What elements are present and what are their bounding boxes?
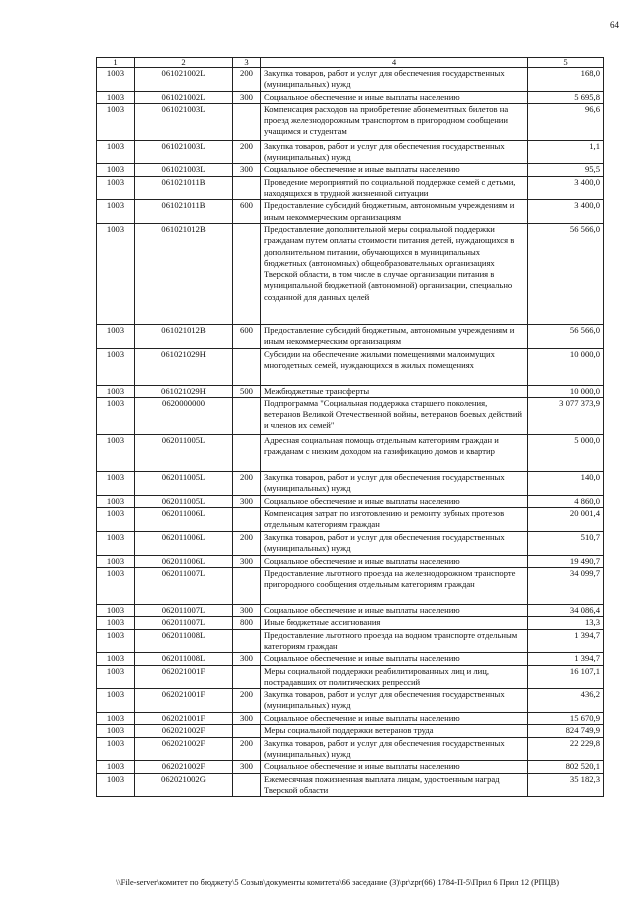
cell-c1: 1003 (97, 103, 135, 140)
cell-c1: 1003 (97, 737, 135, 761)
cell-c2: 061021029Н (135, 348, 233, 385)
cell-c5: 4 860,0 (528, 495, 604, 507)
cell-c5: 824 749,9 (528, 725, 604, 737)
table-row (97, 725, 604, 737)
budget-table (96, 57, 604, 797)
table-row (97, 103, 604, 140)
cell-c4: Социальное обеспечение и иные выплаты населению (261, 555, 528, 567)
cell-c1: 1003 (97, 605, 135, 617)
cell-c5: 3 400,0 (528, 176, 604, 200)
cell-c4: Адресная социальная помощь отдельным категориям граждан и гражданам с низким доходом на газификацию домов и квартир (261, 434, 528, 471)
cell-c3 (233, 568, 261, 605)
cell-c5: 3 077 373,9 (528, 397, 604, 434)
table-row (97, 713, 604, 725)
table-row (97, 140, 604, 164)
header-row (97, 58, 604, 68)
cell-c3: 200 (233, 68, 261, 92)
cell-c2: 062011008L (135, 653, 233, 665)
cell-c5: 96,6 (528, 103, 604, 140)
cell-c2: 062011005L (135, 495, 233, 507)
cell-c4: Субсидии на обеспечение жилыми помещениями малоимущих многодетных семей, нуждающихся в жилых помещениях (261, 348, 528, 385)
cell-c5: 1 394,7 (528, 653, 604, 665)
cell-c3 (233, 629, 261, 653)
cell-c1: 1003 (97, 555, 135, 567)
cell-c5: 3 400,0 (528, 200, 604, 224)
table-row (97, 568, 604, 605)
cell-c2: 062021001F (135, 689, 233, 713)
cell-c3: 300 (233, 91, 261, 103)
cell-c4: Закупка товаров, работ и услуг для обеспечения государственных (муниципальных) нужд (261, 689, 528, 713)
cell-c5: 95,5 (528, 164, 604, 176)
col-header-3: 3 (233, 58, 261, 68)
table-row (97, 665, 604, 689)
cell-c3 (233, 223, 261, 324)
cell-c3 (233, 508, 261, 532)
cell-c2: 062021002F (135, 725, 233, 737)
page-number: 64 (610, 20, 619, 30)
cell-c4: Ежемесячная пожизненная выплата лицам, удостоенным наград Тверской области (261, 773, 528, 797)
cell-c1: 1003 (97, 689, 135, 713)
cell-c4: Закупка товаров, работ и услуг для обеспечения государственных (муниципальных) нужд (261, 140, 528, 164)
cell-c2: 061021003L (135, 140, 233, 164)
cell-c1: 1003 (97, 713, 135, 725)
cell-c3: 300 (233, 555, 261, 567)
cell-c2: 062011006L (135, 555, 233, 567)
cell-c3 (233, 103, 261, 140)
cell-c2: 062011007L (135, 617, 233, 629)
cell-c2: 062021002F (135, 737, 233, 761)
cell-c3: 200 (233, 471, 261, 495)
cell-c3: 200 (233, 531, 261, 555)
cell-c1: 1003 (97, 761, 135, 773)
table-row (97, 91, 604, 103)
cell-c2: 062021001F (135, 713, 233, 725)
cell-c1: 1003 (97, 773, 135, 797)
cell-c2: 061021003L (135, 164, 233, 176)
file-path-footer: \\File-server\комитет по бюджету\5 Созыв\документы комитета\66 заседание (3)\pr\zpr(66) 1784-П-5\Прил 6 Прил 12 (РПЦВ) (116, 878, 560, 887)
cell-c5: 34 099,7 (528, 568, 604, 605)
cell-c2: 062011007L (135, 568, 233, 605)
cell-c3 (233, 176, 261, 200)
cell-c4: Социальное обеспечение и иные выплаты населению (261, 761, 528, 773)
cell-c3: 600 (233, 324, 261, 348)
cell-c1: 1003 (97, 397, 135, 434)
cell-c4: Социальное обеспечение и иные выплаты населению (261, 653, 528, 665)
cell-c4: Социальное обеспечение и иные выплаты населению (261, 495, 528, 507)
cell-c3 (233, 725, 261, 737)
cell-c2: 061021011В (135, 200, 233, 224)
cell-c5: 13,3 (528, 617, 604, 629)
cell-c4: Предоставление субсидий бюджетным, автономным учреждениям и иным некоммерческим организациям (261, 200, 528, 224)
table-row (97, 434, 604, 471)
table-row (97, 324, 604, 348)
cell-c3 (233, 348, 261, 385)
cell-c4: Предоставление субсидий бюджетным, автономным учреждениям и иным некоммерческим организациям (261, 324, 528, 348)
table-row (97, 531, 604, 555)
cell-c2: 061021002L (135, 91, 233, 103)
table-row (97, 508, 604, 532)
cell-c1: 1003 (97, 385, 135, 397)
cell-c3: 200 (233, 689, 261, 713)
col-header-2: 2 (135, 58, 233, 68)
cell-c1: 1003 (97, 164, 135, 176)
cell-c4: Закупка товаров, работ и услуг для обеспечения государственных (муниципальных) нужд (261, 471, 528, 495)
cell-c3 (233, 397, 261, 434)
cell-c1: 1003 (97, 348, 135, 385)
cell-c1: 1003 (97, 495, 135, 507)
cell-c2: 062011005L (135, 434, 233, 471)
col-header-5: 5 (528, 58, 604, 68)
cell-c4: Проведение мероприятий по социальной поддержке семей с детьми, находящихся в трудной жизненной ситуации (261, 176, 528, 200)
cell-c5: 5 695,8 (528, 91, 604, 103)
table-body (97, 68, 604, 797)
cell-c1: 1003 (97, 434, 135, 471)
cell-c4: Меры социальной поддержки ветеранов труда (261, 725, 528, 737)
cell-c1: 1003 (97, 568, 135, 605)
cell-c2: 062011007L (135, 605, 233, 617)
cell-c3: 500 (233, 385, 261, 397)
cell-c4: Социальное обеспечение и иные выплаты населению (261, 713, 528, 725)
cell-c2: 062021002F (135, 761, 233, 773)
cell-c3: 200 (233, 737, 261, 761)
cell-c5: 56 566,0 (528, 324, 604, 348)
cell-c3: 800 (233, 617, 261, 629)
cell-c2: 062021002G (135, 773, 233, 797)
cell-c2: 061021012В (135, 324, 233, 348)
cell-c4: Иные бюджетные ассигнования (261, 617, 528, 629)
table-row (97, 471, 604, 495)
col-header-4: 4 (261, 58, 528, 68)
table-row (97, 385, 604, 397)
cell-c3: 300 (233, 495, 261, 507)
cell-c1: 1003 (97, 629, 135, 653)
cell-c3 (233, 665, 261, 689)
cell-c1: 1003 (97, 223, 135, 324)
cell-c1: 1003 (97, 653, 135, 665)
cell-c1: 1003 (97, 471, 135, 495)
cell-c1: 1003 (97, 200, 135, 224)
cell-c3: 300 (233, 605, 261, 617)
cell-c5: 1 394,7 (528, 629, 604, 653)
cell-c4: Подпрограмма "Социальная поддержка старшего поколения, ветеранов Великой Отечественной войны, ветеранов боевых действий и членов их семей" (261, 397, 528, 434)
cell-c2: 061021011В (135, 176, 233, 200)
table-row (97, 689, 604, 713)
cell-c5: 22 229,8 (528, 737, 604, 761)
cell-c5: 168,0 (528, 68, 604, 92)
table-row (97, 605, 604, 617)
cell-c5: 5 000,0 (528, 434, 604, 471)
cell-c2: 062011008L (135, 629, 233, 653)
cell-c3 (233, 773, 261, 797)
cell-c2: 061021003L (135, 103, 233, 140)
cell-c3: 300 (233, 653, 261, 665)
cell-c4: Предоставление дополнительной меры социальной поддержки гражданам путем оплаты стоимости питания детей, нуждающихся в дополнительном питании, обучающихся в муниципальных бюджетных (автономных) общеобразовательных организациях Тверской области, в том числе в случае организации питания в муниципальной бюджетной (автономной) организации, специально созданной для данных целей (261, 223, 528, 324)
table-row (97, 653, 604, 665)
cell-c5: 436,2 (528, 689, 604, 713)
cell-c3: 600 (233, 200, 261, 224)
table-row (97, 617, 604, 629)
cell-c4: Компенсация затрат по изготовлению и ремонту зубных протезов отдельным категориям граждан (261, 508, 528, 532)
table-row (97, 555, 604, 567)
cell-c3 (233, 434, 261, 471)
cell-c1: 1003 (97, 91, 135, 103)
cell-c4: Предоставление льготного проезда на водном транспорте отдельным категориям граждан (261, 629, 528, 653)
cell-c2: 062011006L (135, 531, 233, 555)
cell-c1: 1003 (97, 324, 135, 348)
cell-c5: 35 182,3 (528, 773, 604, 797)
cell-c3: 200 (233, 140, 261, 164)
cell-c1: 1003 (97, 140, 135, 164)
cell-c2: 062021001F (135, 665, 233, 689)
cell-c4: Предоставление льготного проезда на железнодорожном транспорте пригородного сообщения отдельным категориям граждан (261, 568, 528, 605)
cell-c1: 1003 (97, 508, 135, 532)
cell-c3: 300 (233, 164, 261, 176)
cell-c2: 061021029Н (135, 385, 233, 397)
cell-c5: 16 107,1 (528, 665, 604, 689)
table-row (97, 223, 604, 324)
table-row (97, 761, 604, 773)
cell-c4: Меры социальной поддержки реабилитированных лиц и лиц, пострадавших от политических репрессий (261, 665, 528, 689)
cell-c5: 802 520,1 (528, 761, 604, 773)
cell-c4: Социальное обеспечение и иные выплаты населению (261, 164, 528, 176)
cell-c3: 300 (233, 713, 261, 725)
cell-c5: 1,1 (528, 140, 604, 164)
cell-c1: 1003 (97, 617, 135, 629)
cell-c5: 10 000,0 (528, 348, 604, 385)
cell-c1: 1003 (97, 68, 135, 92)
cell-c5: 10 000,0 (528, 385, 604, 397)
cell-c2: 062011006L (135, 508, 233, 532)
cell-c1: 1003 (97, 531, 135, 555)
table-row (97, 629, 604, 653)
cell-c2: 061021012В (135, 223, 233, 324)
cell-c2: 062011005L (135, 471, 233, 495)
cell-c4: Социальное обеспечение и иные выплаты населению (261, 91, 528, 103)
cell-c1: 1003 (97, 725, 135, 737)
cell-c4: Закупка товаров, работ и услуг для обеспечения государственных (муниципальных) нужд (261, 531, 528, 555)
table-row (97, 397, 604, 434)
cell-c5: 20 001,4 (528, 508, 604, 532)
cell-c5: 15 670,9 (528, 713, 604, 725)
table-row (97, 68, 604, 92)
cell-c4: Закупка товаров, работ и услуг для обеспечения государственных (муниципальных) нужд (261, 68, 528, 92)
table-row (97, 737, 604, 761)
cell-c4: Межбюджетные трансферты (261, 385, 528, 397)
table-row (97, 200, 604, 224)
col-header-1: 1 (97, 58, 135, 68)
cell-c5: 56 566,0 (528, 223, 604, 324)
cell-c5: 19 490,7 (528, 555, 604, 567)
cell-c2: 061021002L (135, 68, 233, 92)
cell-c5: 140,0 (528, 471, 604, 495)
table-row (97, 348, 604, 385)
cell-c1: 1003 (97, 665, 135, 689)
cell-c2: 0620000000 (135, 397, 233, 434)
table-row (97, 164, 604, 176)
cell-c4: Компенсация расходов на приобретение абонементных билетов на проезд железнодорожным транспортом в пригородном сообщении учащимся и студентам (261, 103, 528, 140)
cell-c4: Социальное обеспечение и иные выплаты населению (261, 605, 528, 617)
table-row (97, 176, 604, 200)
table-row (97, 773, 604, 797)
cell-c5: 510,7 (528, 531, 604, 555)
table-row (97, 495, 604, 507)
cell-c1: 1003 (97, 176, 135, 200)
cell-c3: 300 (233, 761, 261, 773)
cell-c4: Закупка товаров, работ и услуг для обеспечения государственных (муниципальных) нужд (261, 737, 528, 761)
cell-c5: 34 086,4 (528, 605, 604, 617)
